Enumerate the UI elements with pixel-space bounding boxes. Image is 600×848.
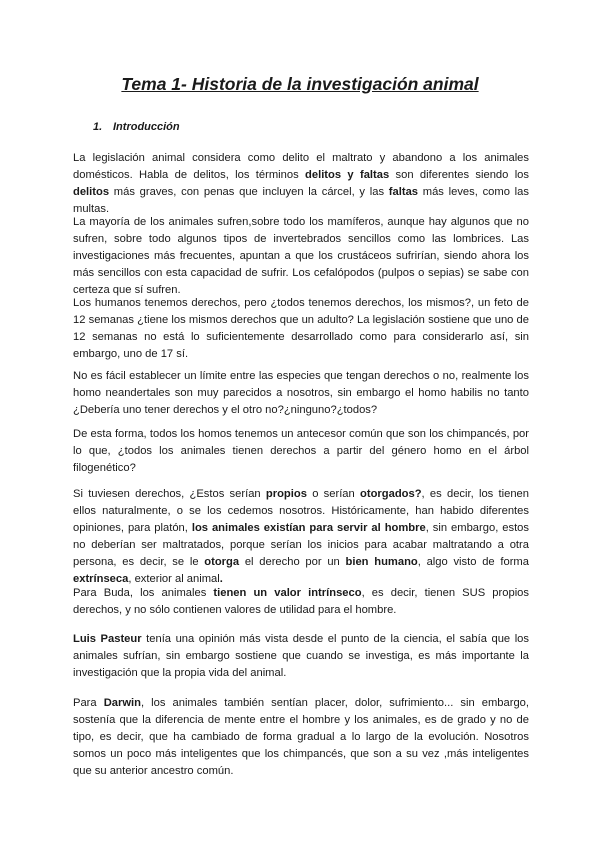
text-run: , algo visto de forma [417, 556, 529, 568]
text-run: No es fácil establecer un límite entre las especies que tengan derechos o no, realmente los homo neandertales son muy parecidos a nosotros, sin embargo el homo habilis no tanto ¿Debería uno tener derechos y el otro no?¿ninguno?¿todos? [73, 370, 529, 416]
text-run: tenía una opinión más vista desde el punto de la ciencia, el sabía que los animales sufrían, sin embargo sostiene que cuando se investiga, es más importante la investigación que la propia vida del animal. [73, 633, 529, 679]
paragraph [73, 150, 529, 218]
text-run: Si tuviesen derechos, ¿Estos serían [73, 488, 266, 500]
text-run: La mayoría de los animales sufren,sobre todo los mamíferos, aunque hay algunos que no sufren, sobre todo algunos tipos de invertebrados sencillos como las lombrices. Las investigaciones más frecuentes, apuntan a que los crustáceos sufrirían, siendo ahora los más sencillos con esta capacidad de sufrir. Los cefalópodos (pulpos o sepias) se sabe con certeza que sí sufren. [73, 216, 529, 296]
text-run: son diferentes siendo los [389, 169, 530, 181]
section-number: 1. [93, 121, 103, 133]
text-run: La legislación animal considera como delito el maltrato y abandono a los animales domésticos. Habla de delitos, los términos [73, 152, 529, 181]
text-run: , sin embargo, estos no deberían ser maltratados, porque serían los inicios para acabar maltratando a otra persona, es decir, se le [73, 522, 529, 568]
paragraph [73, 295, 529, 363]
text-run: Para Buda, los animales [73, 587, 214, 599]
paragraph [73, 585, 529, 619]
text-run: más graves, con penas que incluyen la cárcel, y las [109, 186, 389, 198]
text-run: , los animales también sentían placer, dolor, sufrimiento... sin embargo, sostenía que la diferencia de mente entre el hombre y los animales, es de grado y no de tipo, es decir, que ha cambiado de forma gradual a lo largo de la evolución. Nosotros somos un poco más inteligentes que los chimpancés, que son a su vez ,más inteligentes que su anterior ancestro común. [73, 697, 529, 777]
bold-text-run: otorgados? [360, 488, 422, 500]
text-run: De esta forma, todos los homos tenemos un antecesor común que son los chimpancés, por lo que, ¿todos los animales tienen derechos a partir del género homo en el árbol filogenético? [73, 428, 529, 474]
bold-text-run: otorga [204, 556, 240, 568]
paragraph [73, 426, 529, 477]
bold-text-run: delitos [73, 186, 110, 198]
text-run: el derecho por un [239, 556, 346, 568]
text-run: , es decir, los tienen ellos naturalmente, o se los cedemos nosotros. Históricamente, han habido diferentes opiniones, para platón, [73, 488, 529, 534]
bold-text-run: los animales existían para servir al hombre [191, 522, 426, 534]
section-heading [93, 121, 180, 133]
document-title: Tema 1- Historia de la investigación animal [121, 74, 479, 94]
bold-text-run: bien humano [345, 556, 418, 568]
bold-text-run: tienen un valor intrínseco [213, 587, 362, 599]
paragraph [73, 631, 529, 682]
text-run: , exterior al animal [128, 573, 220, 585]
bold-text-run: faltas [388, 186, 419, 198]
paragraph [73, 695, 529, 780]
bold-text-run: Luis Pasteur [73, 633, 142, 645]
bold-text-run: delitos y faltas [305, 169, 390, 181]
section-title: Introducción [113, 121, 180, 133]
paragraph [73, 214, 529, 299]
text-run: Para [73, 697, 104, 709]
bold-text-run: propios [265, 488, 307, 500]
bold-text-run: extrínseca [73, 573, 129, 585]
text-run: más leves, como las multas. [73, 186, 529, 215]
text-run: Los humanos tenemos derechos, pero ¿todos tenemos derechos, los mismos?, un feto de 12 semanas ¿tiene los mismos derechos que un adulto? La legislación sostiene que uno de 12 semanas no está lo suficientemente desarrollado como para considerarlo así, sin embargo, uno de 17 sí. [73, 297, 529, 360]
bold-text-run: . [219, 573, 223, 585]
bold-text-run: Darwin [103, 697, 141, 709]
text-run: , es decir, tienen SUS propios derechos, y no sólo contienen valores de utilidad para el hombre. [73, 587, 529, 616]
paragraph [73, 486, 529, 588]
text-run: o serían [306, 488, 361, 500]
paragraph [73, 368, 529, 419]
